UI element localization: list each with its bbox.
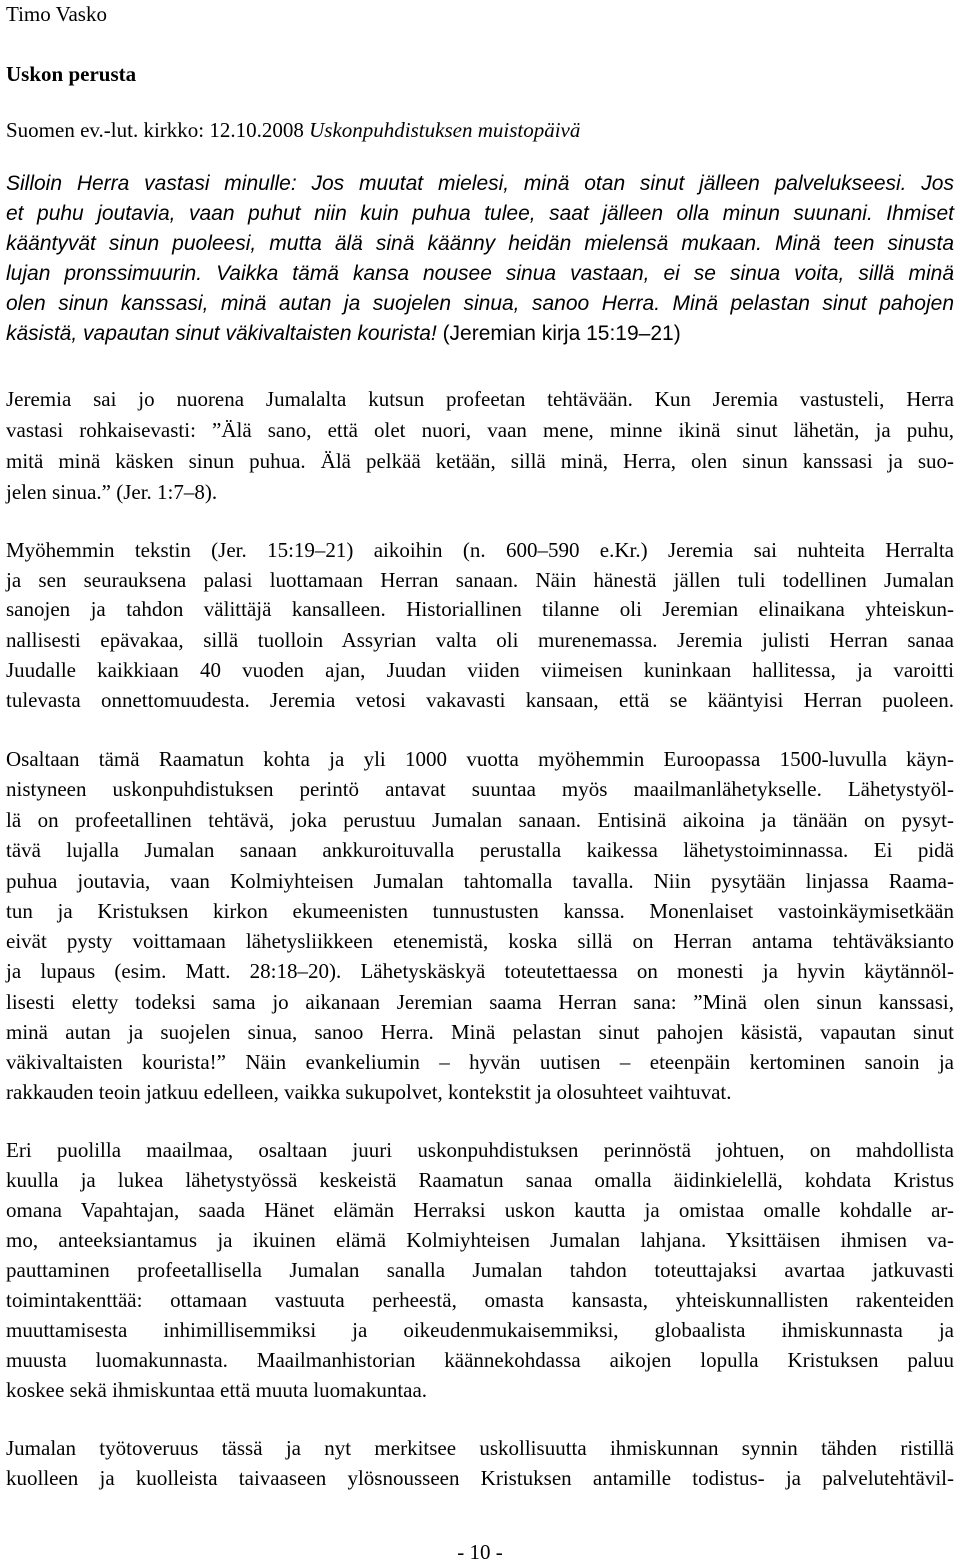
paragraph-line: kuolleen ja kuolleista taivaaseen ylösnousseen Kristuksen antamille todistus- ja palvelutehtävil- (6, 1466, 954, 1490)
scripture-line-5: olen sinun kanssasi, minä autan ja suojelen sinua, sanoo Herra. Minä pelastan sinut pahojen (6, 292, 954, 315)
occasion-date: Suomen ev.-lut. kirkko: 12.10.2008 (6, 118, 310, 142)
page-number: - 10 - (457, 1540, 503, 1564)
paragraph-line: ja lupaus (esim. Matt. 28:18–20). Lähetyskäskyä toteutettaessa on monesti ja hyvin käytännöl- (6, 959, 954, 983)
paragraph-line: mitä minä käsken sinun puhua. Älä pelkää ketään, sillä minä, Herra, olen sinun kanssasi ja suo- (6, 449, 954, 473)
paragraph-line: kuulla ja lukea lähetystyössä keskeistä Raamatun sanaa omalla äidinkielellä, kohdata Kristus (6, 1168, 954, 1192)
paragraph-line: pauttaminen profeetallisella Jumalan sanalla Jumalan tahdon toteuttajaksi avartaa jatkuvasti (6, 1258, 954, 1282)
paragraph-line: koskee sekä ihmiskuntaa että muuta luomakuntaa. (6, 1378, 428, 1402)
scripture-line-6 (6, 320, 681, 348)
paragraph-line: lisesti eletty todeksi sama jo aikanaan Jeremian saama Herran sana: ”Minä olen sinun kanssasi, (6, 990, 954, 1014)
scripture-quote-end: käsistä, vapautan sinut väkivaltaisten kourista! (6, 322, 437, 345)
paragraph-line: toimintakenttää: ottamaan vastuuta perheestä, omasta kansasta, yhteiskunnallisten rakenteiden (6, 1288, 954, 1312)
paragraph-line: ja sen seurauksena palasi luottamaan Herran sanaan. Näin hänestä jällen tuli todellinen Jumalan (6, 568, 954, 592)
paragraph-line: Juudalle kaikkiaan 40 vuoden ajan, Juudan viiden viimeisen kuninkaan hallitessa, ja varoitti (6, 658, 954, 682)
scripture-line-4: lujan pronssimuurin. Vaikka tämä kansa nousee sinua vastaan, ei se sinua voita, sillä minä (6, 262, 954, 285)
paragraph-line: rakkauden teoin jatkuu edelleen, vaikka sukupolvet, kontekstit ja olosuhteet vaihtuvat. (6, 1080, 732, 1104)
author-name: Timo Vasko (6, 2, 107, 26)
paragraph-line: minä autan ja suojelen sinua, sanoo Herra. Minä pelastan sinut pahojen käsistä, vapautan sinut (6, 1020, 954, 1044)
scripture-line-3: kääntyvät sinun puoleesi, mutta älä sinä käänny heidän mielensä mukaan. Minä teen sinusta (6, 232, 954, 255)
paragraph-line: Eri puolilla maailmaa, osaltaan juuri uskonpuhdistuksen perinnöstä johtuen, on mahdollista (6, 1138, 954, 1162)
scripture-line-1: Silloin Herra vastasi minulle: Jos muutat mielesi, minä otan sinut jälleen palvelukseesi. Jos (6, 172, 954, 195)
sermon-title: Uskon perusta (6, 62, 137, 86)
scripture-line-2: et puhu joutavia, vaan puhut niin kuin puhua tulee, saat jälleen olla minun suunani. Ihmiset (6, 202, 954, 225)
paragraph-line: Myöhemmin tekstin (Jer. 15:19–21) aikoihin (n. 600–590 e.Kr.) Jeremia sai nuhteita Herralta (6, 538, 954, 562)
paragraph-line: tulevasta onnettomuudesta. Jeremia vetosi vakavasti kansaan, että se kääntyisi Herran puoleen. (6, 688, 954, 712)
paragraph-line: lä on profeetallinen tehtävä, joka perustuu Jumalan sanaan. Entisinä aikoina ja tänään on pysyt- (6, 808, 954, 832)
paragraph-line: tun ja Kristuksen kirkon ekumeenisten tunnustusten kanssa. Monenlaiset vastoinkäymisetkään (6, 899, 954, 923)
paragraph-line: Jeremia sai jo nuorena Jumalalta kutsun profeetan tehtävään. Kun Jeremia vastusteli, Herra (6, 387, 954, 411)
paragraph-line: nistyneen uskonpuhdistuksen perintö antavat suuntaa myös maailmanlähetykselle. Lähetystyöl- (6, 777, 954, 801)
paragraph-line: muuttamisesta inhimillisemmiksi ja oikeudenmukaisemmiksi, globaalista ihmiskunnasta ja (6, 1318, 954, 1342)
paragraph-line: eivät pysty voittamaan lähetysliikkeen etenemistä, koska sillä on Herran antama tehtäväksianto (6, 929, 954, 953)
paragraph-line: muusta luomakunnasta. Maailmanhistorian käännekohdassa aikojen lopulla Kristuksen paluu (6, 1348, 954, 1372)
paragraph-line: tävä lujalla Jumalan sanaan ankkuroituvalla perustalla kaikessa lähetystoiminnassa. Ei pidä (6, 838, 954, 862)
paragraph-line: vastasi rohkaisevasti: ”Älä sano, että olet nuori, vaan mene, minne ikinä sinut lähetän, ja puhu, (6, 418, 954, 442)
paragraph-line: sanojen ja tahdon välittäjä kansalleen. Historiallinen tilanne oli Jeremian elinaikana yhteiskun- (6, 597, 954, 621)
paragraph-line: väkivaltaisten kourista!” Näin evankeliumin – hyvän uutisen – eteenpäin kertominen sanoin ja (6, 1050, 954, 1074)
occasion-line (6, 116, 580, 144)
paragraph-line: mo, anteeksiantamus ja ikuinen elämä Kolmiyhteisen Jumalan lahjana. Yksittäisen ihmisen va- (6, 1228, 954, 1252)
paragraph-line: omana Vapahtajan, saada Hänet elämän Herraksi uskon kautta ja omistaa omalle kohdalle ar- (6, 1198, 954, 1222)
scripture-reference: (Jeremian kirja 15:19–21) (436, 322, 681, 345)
paragraph-line: jelen sinua.” (Jer. 1:7–8). (6, 480, 218, 504)
occasion-name: Uskonpuhdistuksen muistopäivä (309, 118, 581, 142)
paragraph-line: Jumalan työtoveruus tässä ja nyt merkitsee uskollisuutta ihmiskunnan synnin tähden ristillä (6, 1436, 954, 1460)
paragraph-line: puhua joutavia, vaan Kolmiyhteisen Jumalan tahtomalla tavalla. Niin pysytään linjassa Raama- (6, 869, 954, 893)
paragraph-line: nallisesti epävakaa, sillä tuolloin Assyrian valta oli murenemassa. Jeremia julisti Herran sanaa (6, 628, 954, 652)
paragraph-line: Osaltaan tämä Raamatun kohta ja yli 1000 vuotta myöhemmin Euroopassa 1500-luvulla käyn- (6, 747, 954, 771)
